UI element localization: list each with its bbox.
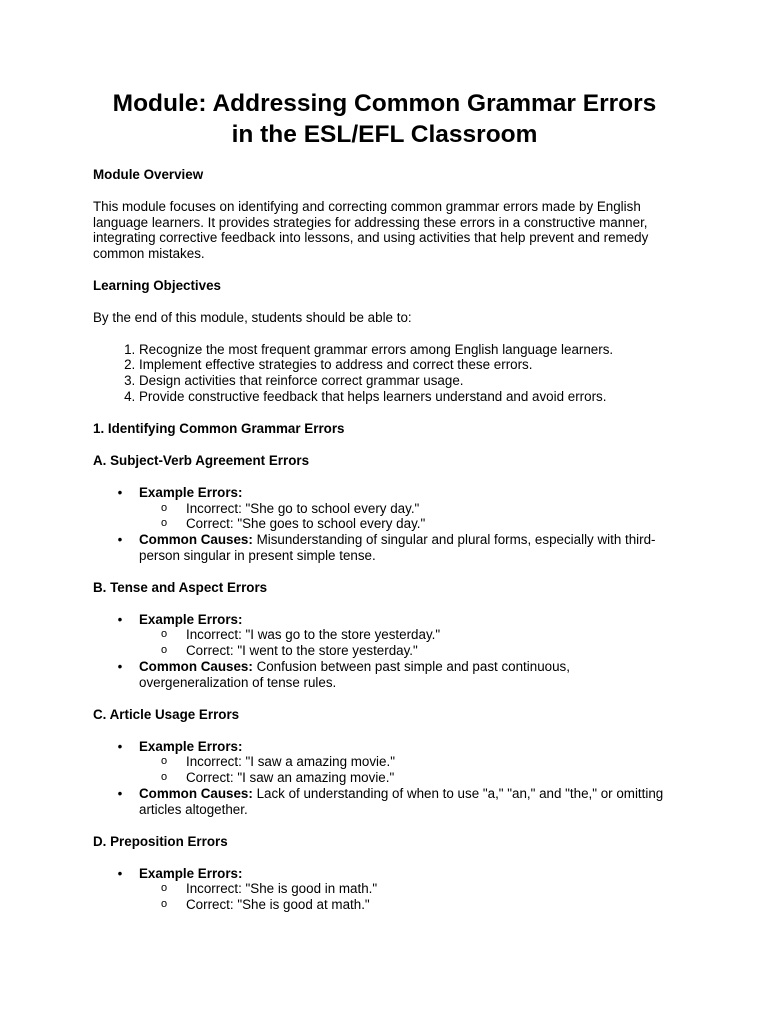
overview-text: This module focuses on identifying and correcting common grammar errors made by English language learners. It provides strategies for addressing these errors in a constructive manner, integrating corrective feedback into lessons, and using activities that help prevent and remedy common mistakes. (93, 199, 649, 262)
list-item (139, 501, 676, 517)
list-item (93, 739, 676, 786)
objectives-intro: By the end of this module, students should be able to: (93, 309, 412, 325)
sub-bullet-icon: o (161, 644, 168, 657)
list-item (139, 516, 676, 532)
causes-label: Common Causes: (139, 786, 253, 802)
list-item (93, 532, 676, 564)
objectives-list (93, 342, 676, 405)
example-sublist (139, 501, 676, 533)
subsection-heading-b: B. Tense and Aspect Errors (93, 579, 268, 595)
sub-bullet-icon: o (161, 755, 168, 768)
list-item (139, 881, 676, 897)
list-item: 2. Implement effective strategies to address and correct these errors. (139, 357, 676, 373)
example-label: Example Errors: (139, 865, 243, 881)
bullet-icon: • (117, 786, 123, 802)
page-title (93, 88, 676, 150)
correct-example: Correct: "She is good at math." (186, 897, 370, 913)
list-item: 3. Design activities that reinforce correct grammar usage. (139, 373, 676, 389)
subsection-list-c (93, 739, 676, 818)
sub-bullet-icon: o (161, 882, 168, 895)
list-item (139, 627, 676, 643)
causes-label: Common Causes: (139, 532, 253, 548)
bullet-icon: • (117, 532, 123, 548)
list-item (93, 612, 676, 659)
sub-bullet-icon: o (161, 628, 168, 641)
correct-example: Correct: "I saw an amazing movie." (186, 770, 395, 786)
causes-label: Common Causes: (139, 659, 253, 675)
incorrect-example: Incorrect: "She is good in math." (186, 881, 378, 897)
list-item: 1. Recognize the most frequent grammar errors among English language learners. (139, 342, 676, 358)
objectives-heading: Learning Objectives (93, 277, 221, 293)
bullet-icon: • (117, 484, 123, 500)
subsection-list-b (93, 612, 676, 691)
list-item (139, 754, 676, 770)
title-line-1: Module: Addressing Common Grammar Errors (112, 90, 657, 117)
example-label: Example Errors: (139, 484, 243, 500)
list-item (139, 770, 676, 786)
causes-text: Lack of understanding of when to use "a," "an," and "the," or omitting articles altogether. (139, 786, 664, 817)
sub-bullet-icon: o (161, 517, 168, 530)
subsection-heading-a: A. Subject-Verb Agreement Errors (93, 452, 310, 468)
list-item (139, 643, 676, 659)
list-item (93, 659, 676, 691)
incorrect-example: Incorrect: "I saw a amazing movie." (186, 754, 395, 770)
bullet-icon: • (117, 865, 123, 881)
bullet-icon: • (117, 611, 123, 627)
correct-example: Correct: "She goes to school every day." (186, 516, 426, 532)
example-label: Example Errors: (139, 611, 243, 627)
sub-bullet-icon: o (161, 898, 168, 911)
subsection-list-d (93, 866, 676, 913)
example-sublist (139, 881, 676, 913)
causes-text: Confusion between past simple and past continuous, overgeneralization of tense rules. (139, 659, 570, 690)
bullet-icon: • (117, 659, 123, 675)
incorrect-example: Incorrect: "I was go to the store yesterday." (186, 627, 441, 643)
sub-bullet-icon: o (161, 771, 168, 784)
list-item (93, 786, 676, 818)
list-item (93, 866, 676, 913)
list-item (139, 897, 676, 913)
causes-text: Misunderstanding of singular and plural forms, especially with third-person singular in present simple tense. (139, 532, 656, 563)
correct-example: Correct: "I went to the store yesterday." (186, 643, 418, 659)
bullet-icon: • (117, 738, 123, 754)
section-1-heading: 1. Identifying Common Grammar Errors (93, 420, 345, 436)
sub-bullet-icon: o (161, 501, 168, 514)
example-sublist (139, 754, 676, 786)
title-line-2: in the ESL/EFL Classroom (231, 121, 538, 148)
subsection-heading-c: C. Article Usage Errors (93, 706, 240, 722)
subsection-heading-d: D. Preposition Errors (93, 833, 228, 849)
example-sublist (139, 627, 676, 659)
list-item: 4. Provide constructive feedback that helps learners understand and avoid errors. (139, 389, 676, 405)
list-item (93, 485, 676, 532)
subsection-list-a (93, 485, 676, 564)
overview-heading: Module Overview (93, 167, 204, 182)
example-label: Example Errors: (139, 738, 243, 754)
incorrect-example: Incorrect: "She go to school every day." (186, 500, 420, 516)
